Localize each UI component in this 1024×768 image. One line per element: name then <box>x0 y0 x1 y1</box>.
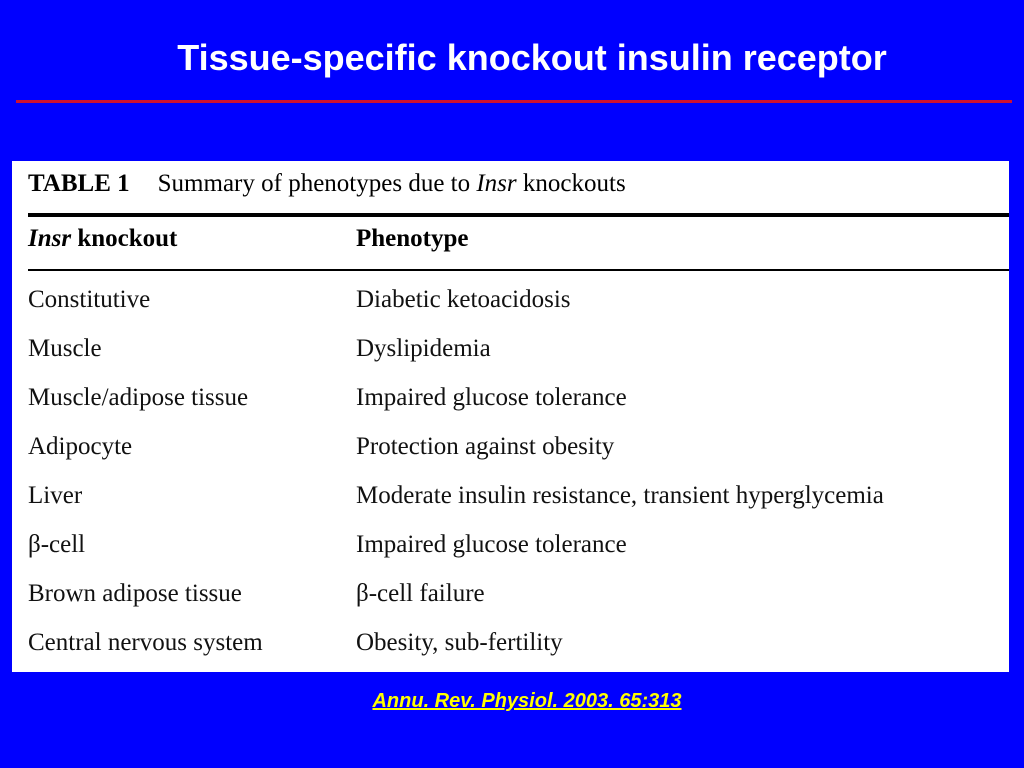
phenotype-cell: Dyslipidemia <box>356 335 491 362</box>
phenotype-cell: Obesity, sub-fertility <box>356 629 563 656</box>
knockout-cell: Brown adipose tissue <box>28 580 242 607</box>
column-header-knockout <box>28 225 177 253</box>
knockout-cell: Muscle <box>28 335 102 362</box>
table-row <box>12 482 1009 531</box>
phenotype-cell: Impaired glucose tolerance <box>356 384 627 411</box>
table-row <box>12 384 1009 433</box>
table-row <box>12 433 1009 482</box>
table-row <box>12 580 1009 629</box>
title-divider <box>16 100 1012 103</box>
knockout-cell: Liver <box>28 482 83 509</box>
knockout-cell: Adipocyte <box>28 433 133 460</box>
knockout-cell: Constitutive <box>28 286 151 313</box>
phenotype-cell: β-cell failure <box>356 580 485 607</box>
caption-gene: Insr <box>476 170 517 197</box>
table-caption <box>28 170 626 198</box>
citation-link[interactable]: Annu. Rev. Physiol. 2003. 65:313 <box>372 690 682 712</box>
knockout-cell: Central nervous system <box>28 629 263 656</box>
phenotype-cell: Diabetic ketoacidosis <box>356 286 571 313</box>
column-header-gene: Insr <box>28 225 72 252</box>
table-row <box>12 629 1009 678</box>
table-row <box>12 335 1009 384</box>
table-label: TABLE 1 <box>28 170 130 197</box>
knockout-cell: Muscle/adipose tissue <box>28 384 249 411</box>
phenotype-cell: Moderate insulin resistance, transient hyperglycemia <box>356 482 884 509</box>
table-header-rule <box>28 269 1009 271</box>
caption-prefix: Summary of phenotypes due to <box>157 170 471 197</box>
slide-title: Tissue-specific knockout insulin receptor <box>177 37 887 78</box>
table-panel <box>12 161 1009 672</box>
column-header-phenotype: Phenotype <box>356 225 469 252</box>
table-body <box>12 286 1009 678</box>
column-header-knockout-label: knockout <box>77 225 178 252</box>
knockout-cell: β-cell <box>28 531 86 558</box>
table-row <box>12 531 1009 580</box>
phenotype-cell: Protection against obesity <box>356 433 615 460</box>
table-top-rule <box>28 213 1009 217</box>
caption-suffix: knockouts <box>522 170 626 197</box>
phenotype-cell: Impaired glucose tolerance <box>356 531 627 558</box>
table-row <box>12 286 1009 335</box>
